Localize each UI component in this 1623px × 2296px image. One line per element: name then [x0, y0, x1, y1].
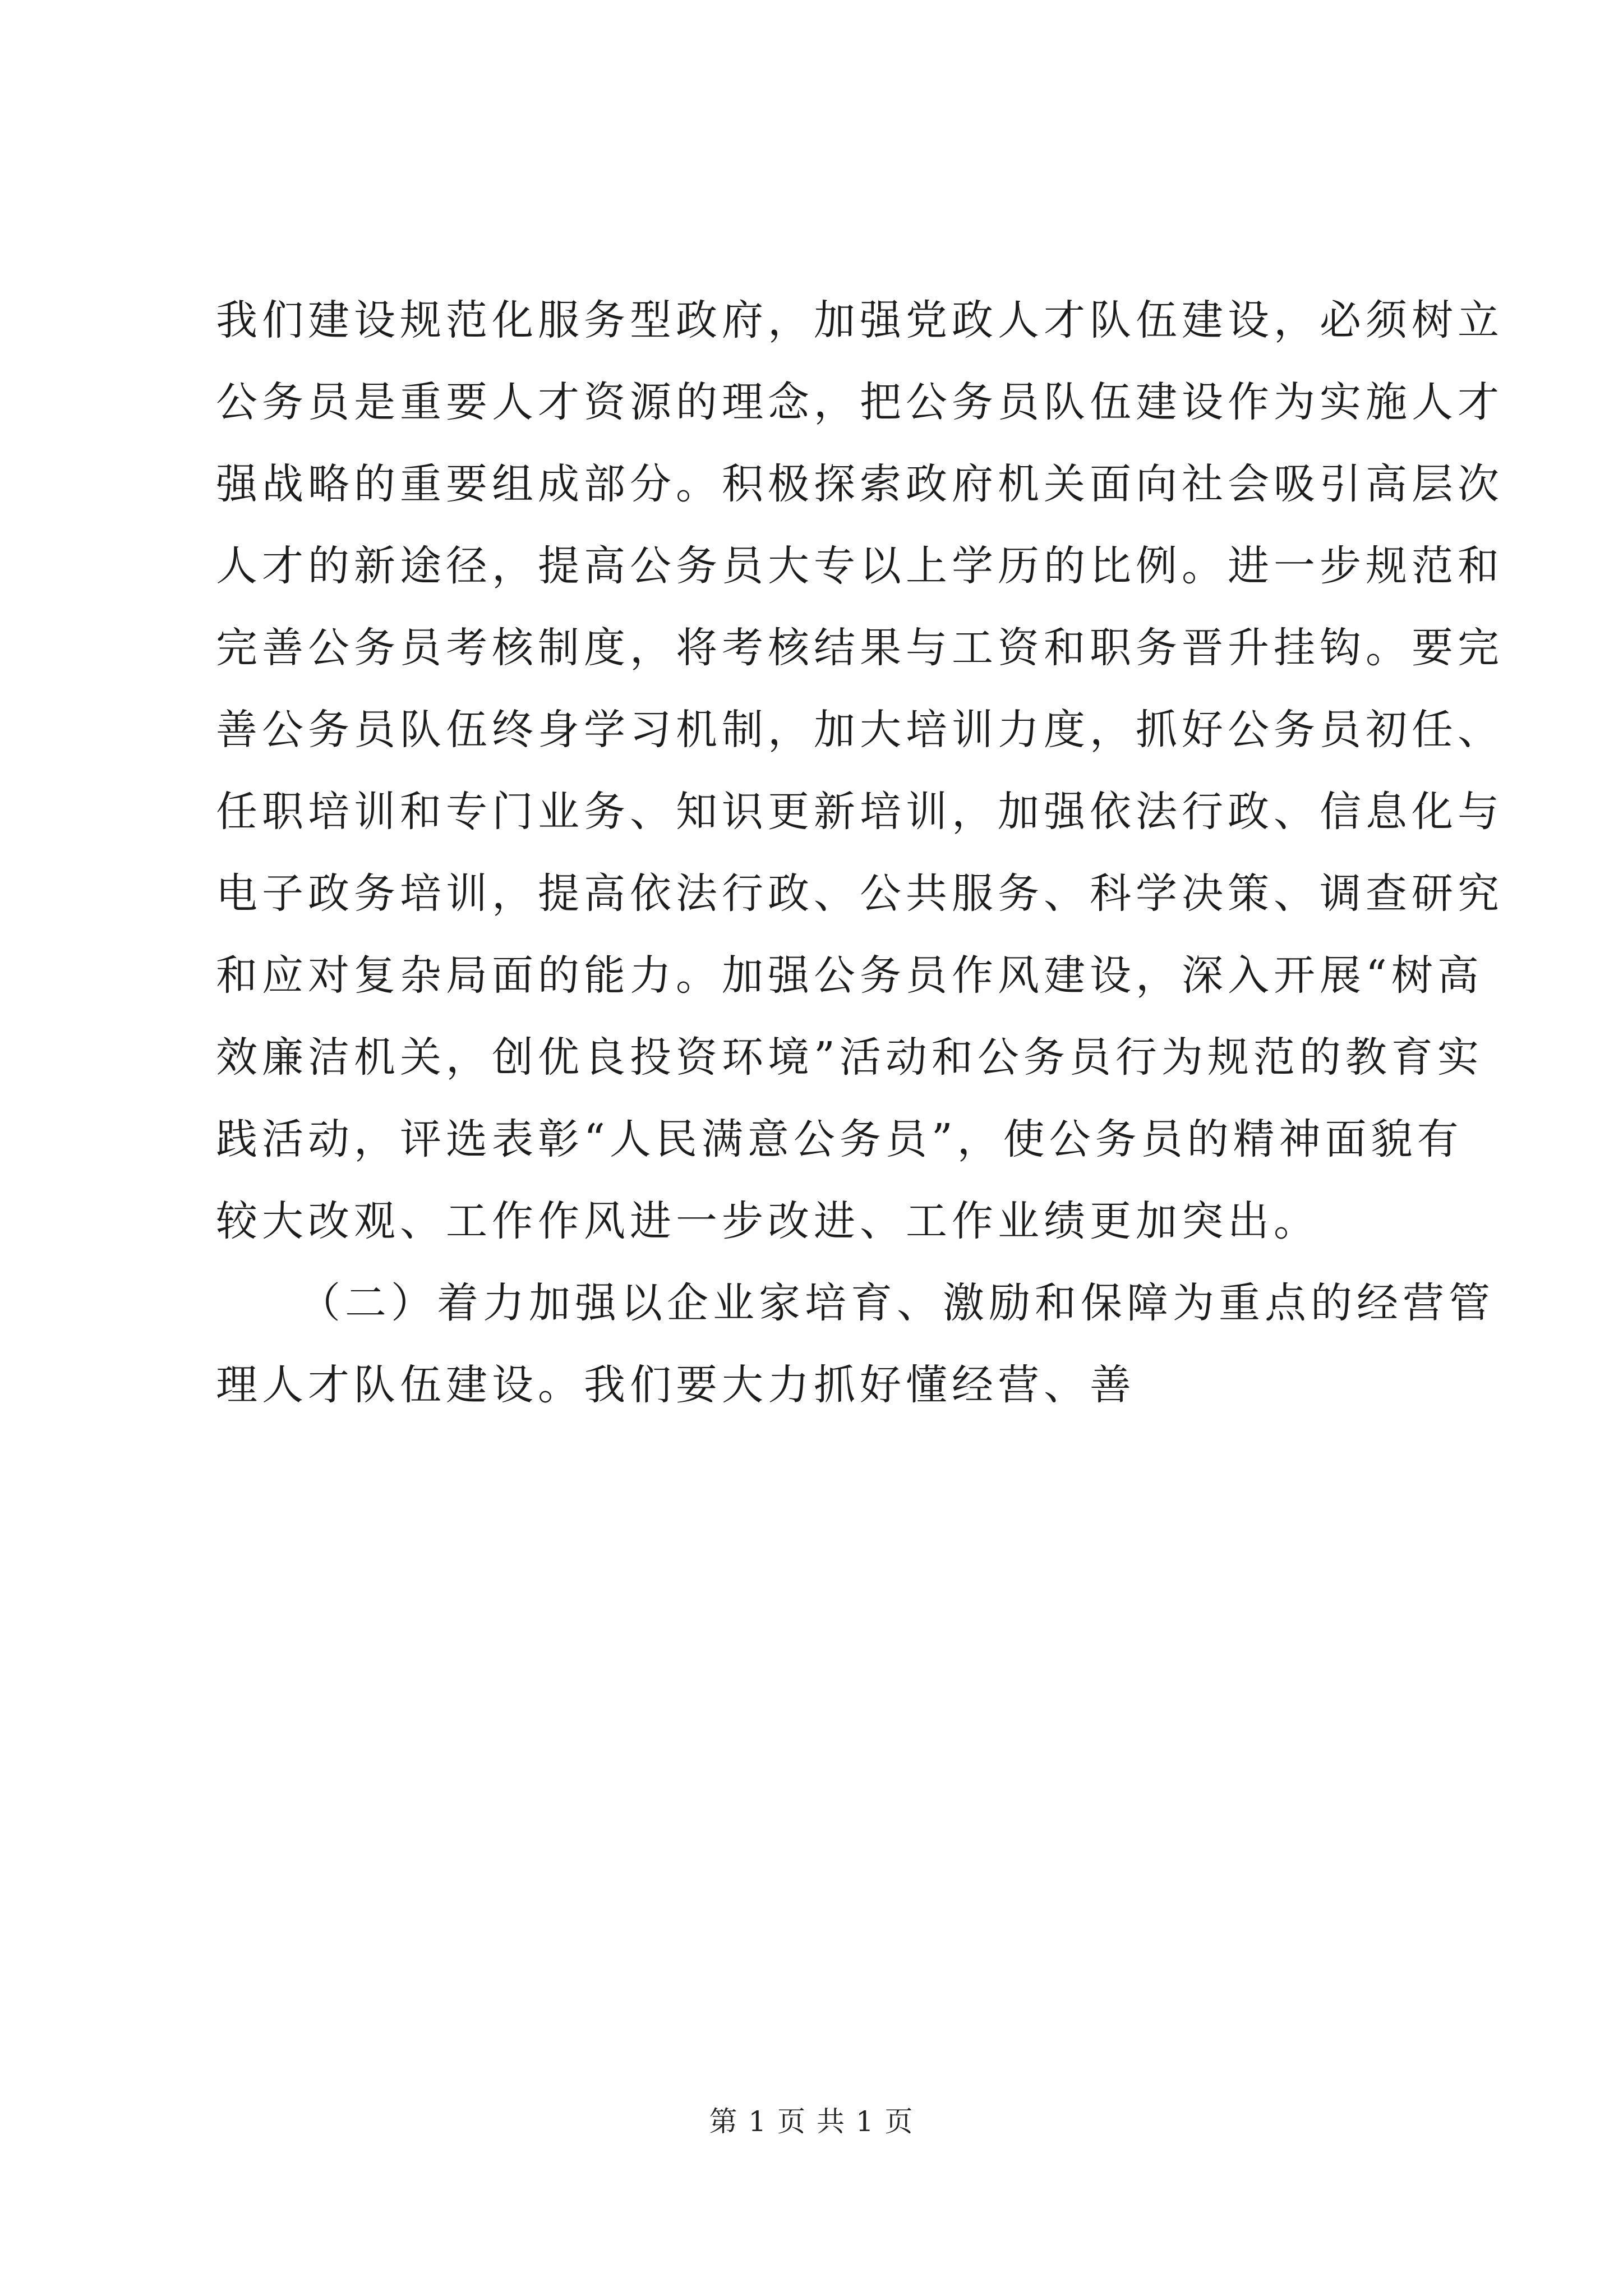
text-line-7: 任职培训和专门业务、知识更新培训，加强依法行政、信息化与 [216, 788, 1504, 836]
section-heading-line: （二）着力加强以企业家培育、激励和保障为重点的经营管 [299, 1279, 1495, 1327]
text-line-2: 公务员是重要人才资源的理念，把公务员队伍建设作为实施人才 [216, 378, 1504, 426]
text-line-5: 完善公务员考核制度，将考核结果与工资和职务晋升挂钩。要完 [216, 624, 1504, 672]
page-number-footer: 第 1 页 共 1 页 [709, 2105, 914, 2138]
body-text [216, 279, 1504, 1426]
text-line-8: 电子政务培训，提高依法行政、公共服务、科学决策、调查研究 [216, 869, 1504, 918]
text-line-14: 理人才队伍建设。我们要大力抓好懂经营、善 [216, 1361, 1136, 1409]
text-line-9: 和应对复杂局面的能力。加强公务员作风建设，深入开展“树高 [216, 951, 1483, 1000]
text-line-3: 强战略的重要组成部分。积极探索政府机关面向社会吸引高层次 [216, 460, 1504, 508]
text-line-11: 践活动，评选表彰“人民满意公务员”，使公务员的精神面貌有 [216, 1115, 1463, 1163]
text-line-10: 效廉洁机关，创优良投资环境”活动和公务员行为规范的教育实 [216, 1033, 1483, 1082]
text-line-6: 善公务员队伍终身学习机制，加大培训力度，抓好公务员初任、 [216, 706, 1504, 754]
text-line-4: 人才的新途径，提高公务员大专以上学历的比例。进一步规范和 [216, 542, 1504, 590]
text-line-12: 较大改观、工作作风进一步改进、工作业绩更加突出。 [216, 1197, 1320, 1245]
text-line-1: 我们建设规范化服务型政府，加强党政人才队伍建设，必须树立 [216, 296, 1504, 344]
